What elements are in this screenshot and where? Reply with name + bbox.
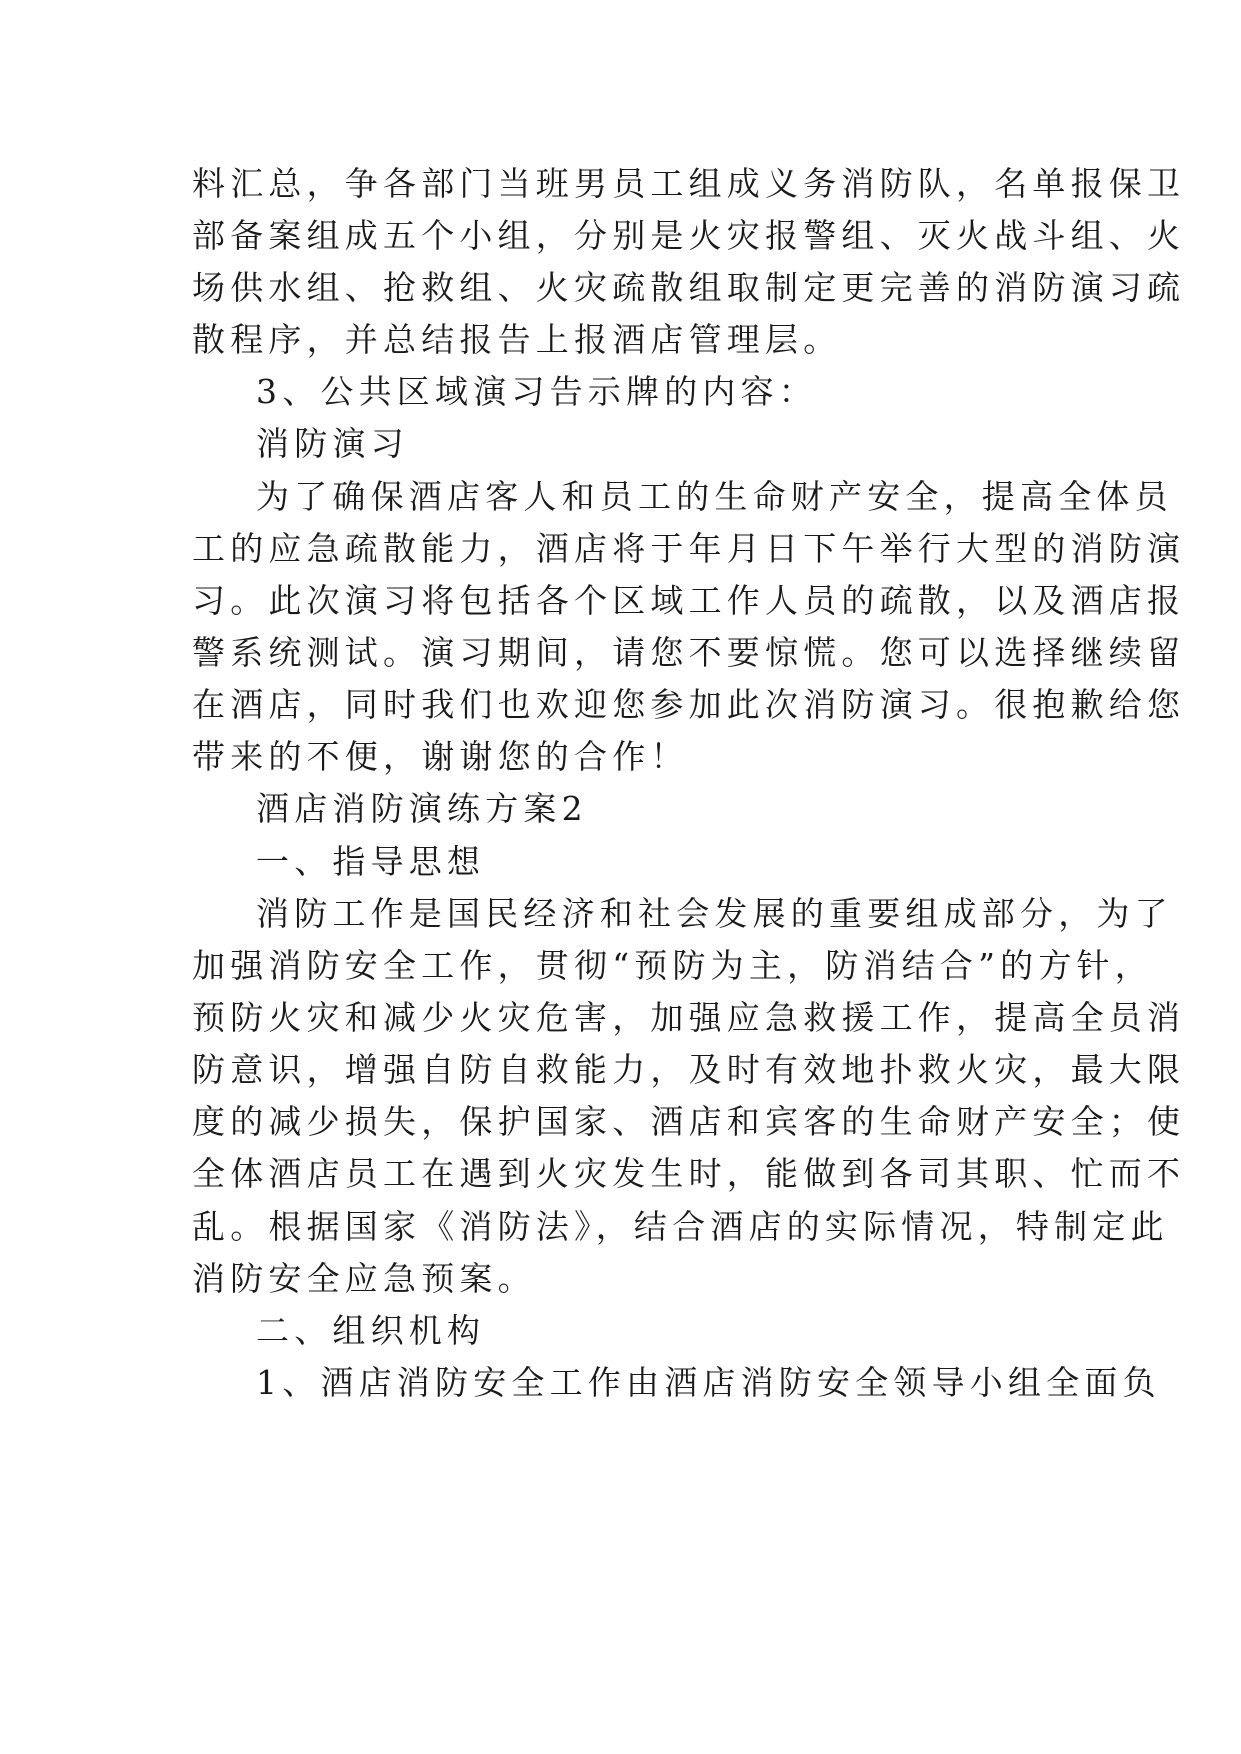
paragraph-line: 全体酒店员工在遇到火灾发生时，能做到各司其职、忙而不 bbox=[192, 1154, 1186, 1193]
paragraph-line: 习。此次演习将包括各个区域工作人员的疏散，以及酒店报 bbox=[192, 581, 1186, 620]
section-heading: 二、组织机构 bbox=[256, 1311, 486, 1350]
paragraph-line: 场供水组、抢救组、火灾疏散组取制定更完善的消防演习疏 bbox=[192, 268, 1186, 307]
paragraph-line: 为了确保酒店客人和员工的生命财产安全，提高全体员 bbox=[256, 477, 1173, 516]
paragraph-line: 防意识，增强自防自救能力，及时有效地扑救火灾，最大限 bbox=[192, 1050, 1186, 1089]
paragraph-line: 1、酒店消防安全工作由酒店消防安全领导小组全面负 bbox=[256, 1363, 1161, 1402]
paragraph-line: 带来的不便，谢谢您的合作！ bbox=[192, 737, 689, 776]
paragraph-line: 预防火灾和减少火灾危害，加强应急救援工作，提高全员消 bbox=[192, 998, 1186, 1037]
section-heading: 3、公共区域演习告示牌的内容： bbox=[256, 372, 817, 411]
paragraph-line: 度的减少损失，保护国家、酒店和宾客的生命财产安全；使 bbox=[192, 1102, 1186, 1141]
paragraph-line: 乱。根据国家《消防法》，结合酒店的实际情况，特制定此 bbox=[192, 1207, 1169, 1246]
paragraph-line: 警系统测试。演习期间，请您不要惊慌。您可以选择继续留 bbox=[192, 633, 1186, 672]
document-title: 酒店消防演练方案2 bbox=[256, 789, 588, 828]
paragraph-line: 消防安全应急预案。 bbox=[192, 1259, 536, 1298]
section-heading: 一、指导思想 bbox=[256, 842, 486, 881]
paragraph-line: 消防工作是国民经济和社会发展的重要组成部分，为了 bbox=[256, 894, 1173, 933]
paragraph-line: 在酒店，同时我们也欢迎您参加此次消防演习。很抱歉给您 bbox=[192, 685, 1186, 724]
paragraph-line: 部备案组成五个小组，分别是火灾报警组、灭火战斗组、火 bbox=[192, 216, 1186, 255]
paragraph-line: 散程序，并总结报告上报酒店管理层。 bbox=[192, 320, 842, 359]
paragraph-line: 料汇总，争各部门当班男员工组成义务消防队，名单报保卫 bbox=[192, 164, 1186, 203]
paragraph-line: 工的应急疏散能力，酒店将于年月日下午举行大型的消防演 bbox=[192, 529, 1186, 568]
paragraph-line: 加强消防安全工作，贯彻“预防为主，防消结合”的方针， bbox=[192, 946, 1153, 985]
notice-title: 消防演习 bbox=[256, 424, 409, 463]
